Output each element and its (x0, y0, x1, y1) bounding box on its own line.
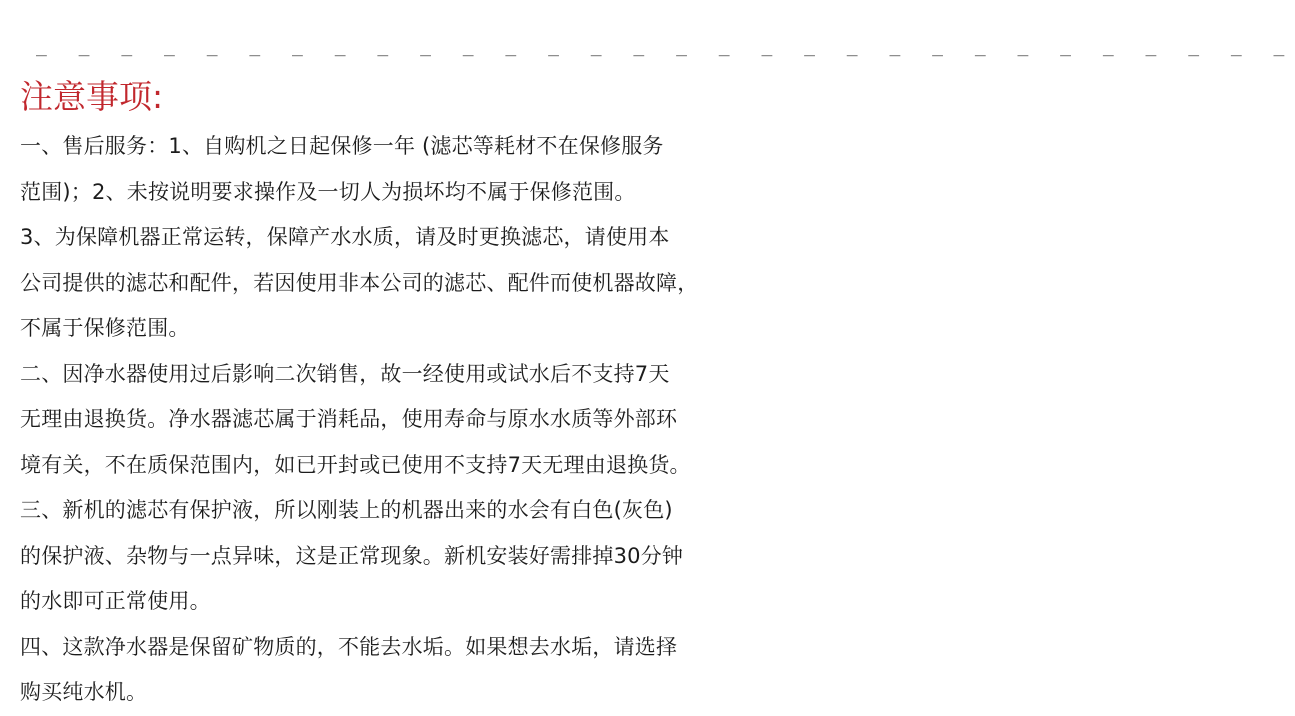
notice-line: 的保护液、杂物与一点异味，这是正常现象。新机安装好需排掉30分钟 (20, 543, 684, 568)
notice-line: 四、这款净水器是保留矿物质的，不能去水垢。如果想去水垢，请选择 (20, 634, 678, 659)
notice-line: 的水即可正常使用。 (20, 589, 211, 613)
page-title: 注意事项: (20, 77, 164, 116)
notice-line: 一、售后服务：1、自购机之日起保修一年 (滤芯等耗材不在保修服务 (20, 134, 664, 158)
notice-line: 3、为保障机器正常运转，保障产水水质，请及时更换滤芯，请使用本 (20, 225, 670, 249)
notice-body (20, 124, 732, 716)
notice-line: 无理由退换货。净水器滤芯属于消耗品，使用寿命与原水水质等外部环 (20, 407, 678, 431)
notice-line: 境有关，不在质保范围内，如已开封或已使用不支持7天无理由退换货。 (20, 452, 691, 477)
dashed-divider: _ _ _ _ _ _ _ _ _ _ _ _ _ _ _ _ _ _ _ _ _ _ _ _ _ _ _ _ _ _ (36, 36, 1295, 57)
notice-line: 范围)；2、未按说明要求操作及一切人为损坏均不属于保修范围。 (20, 179, 636, 204)
notice-line: 三、新机的滤芯有保护液，所以刚装上的机器出来的水会有白色(灰色) (20, 498, 673, 522)
notice-line: 购买纯水机。 (20, 680, 148, 704)
notice-line: 公司提供的滤芯和配件，若因使用非本公司的滤芯、配件而使机器故障， (20, 270, 699, 295)
notice-line: 二、因净水器使用过后影响二次销售，故一经使用或试水后不支持7天 (20, 361, 670, 386)
notice-line: 不属于保修范围。 (20, 316, 190, 340)
